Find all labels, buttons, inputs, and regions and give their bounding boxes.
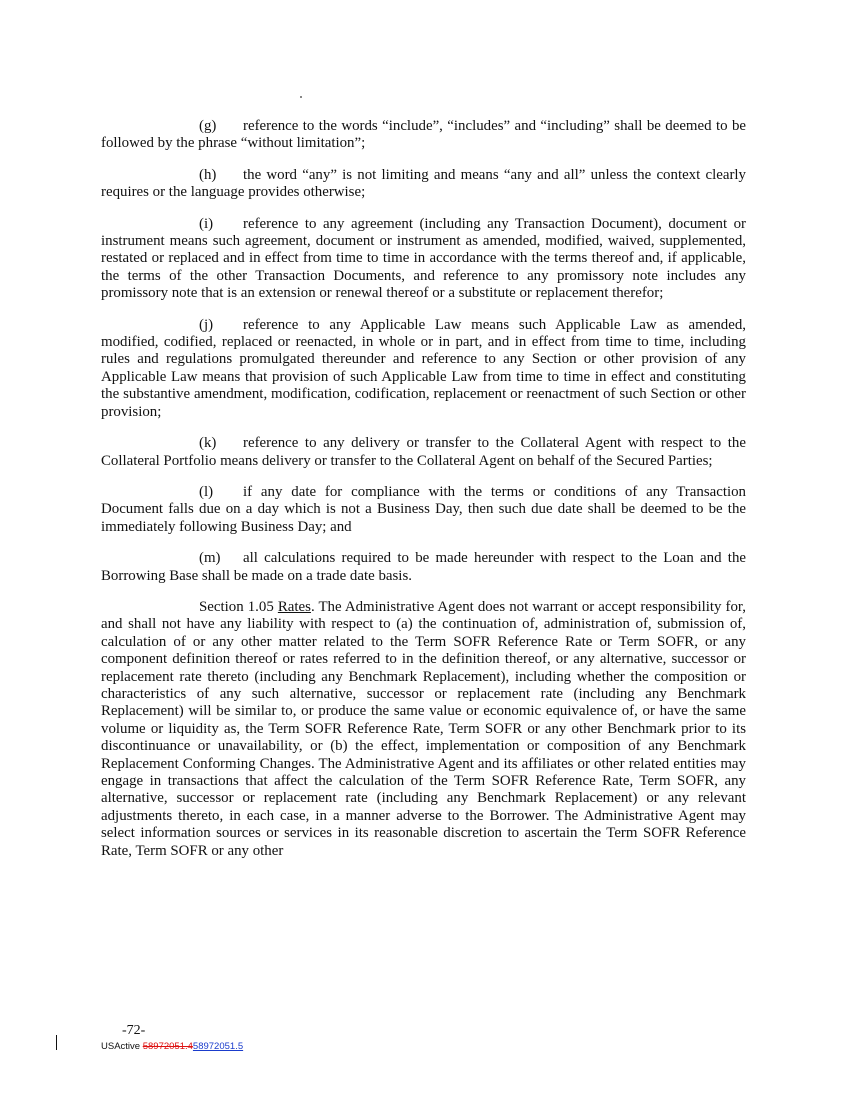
clause-m <box>101 550 746 585</box>
doc-id-prefix: USActive <box>101 1041 143 1052</box>
clause-marker: (h) <box>199 166 217 183</box>
clause-marker: (m) <box>199 550 221 567</box>
clause-text: if any date for compliance with the terms or conditions of any Transaction Document falls due on a day which is not a Business Day, then such due date shall be deemed to be the immediately following Business Day; and <box>101 483 746 535</box>
section-1-05 <box>101 599 746 860</box>
clause-marker: (i) <box>199 215 214 232</box>
document-id <box>101 1041 243 1052</box>
clause-marker: (l) <box>199 483 214 500</box>
section-number: Section 1.05 <box>199 598 274 615</box>
section-heading: Rates <box>277 598 311 615</box>
clause-marker: (j) <box>199 316 214 333</box>
clause-g <box>101 118 746 153</box>
clause-text: reference to any Applicable Law means such Applicable Law as amended, modified, codified, replaced or reenacted, in whole or in part, and in effect from time to time, including rules and regulations promulgated thereunder and reference to any Section or other provision of any Applicable Law means that provision of such Applicable Law from time to time in effect and constituting the substantive amendment, modification, codification, replacement or reenactment of such Section or other provision; <box>101 316 746 420</box>
clause-marker: (g) <box>199 118 217 134</box>
clause-h <box>101 167 746 202</box>
clause-text: all calculations required to be made hereunder with respect to the Loan and the Borrowing Base shall be made on a trade date basis. <box>101 550 746 584</box>
page-number: -72- <box>122 1023 146 1038</box>
clause-text: reference to the words “include”, “includes” and “including” shall be deemed to be followed by the phrase “without limitation”; <box>101 118 746 152</box>
section-text: . The Administrative Agent does not warrant or accept responsibility for, and shall not have any liability with respect to (a) the continuation of, administration of, submission of, calculation of or any other matter related to the Term SOFR Reference Rate or Term SOFR, or any component definition thereof or rates referred to in the definition thereof, or any alternative, successor or replacement rate thereto (including any Benchmark Replacement), including whether the composition or characteristics of any such alternative, successor or replacement rate (including any Benchmark Replacement) will be similar to, or produce the same value or economic equivalence of, or have the same volume or liquidity as, the Term SOFR Reference Rate, Term SOFR or any other Benchmark prior to its discontinuance or unavailability, or (b) the effect, implementation or composition of any Benchmark Replacement Conforming Changes. The Administrative Agent and its affiliates or other related entities may engage in transactions that affect the calculation of the Term SOFR Reference Rate, Term SOFR, any alternative, successor or replacement rate (including any Benchmark Replacement) or any relevant adjustments thereto, in each case, in a manner adverse to the Borrower. The Administrative Agent may select information sources or services in its reasonable discretion to ascertain the Term SOFR Reference Rate, Term SOFR or any other <box>101 598 746 859</box>
clause-text: reference to any delivery or transfer to the Collateral Agent with respect to the Collateral Portfolio means delivery or transfer to the Collateral Agent on behalf of the Secured Parties; <box>101 435 746 469</box>
doc-id-deleted: 58972051.4 <box>142 1041 193 1052</box>
clause-i <box>101 216 746 303</box>
revision-change-bar <box>56 1035 57 1050</box>
clause-text: the word “any” is not limiting and means “any and all” unless the context clearly requires or the language provides otherwise; <box>101 166 746 201</box>
clause-marker: (k) <box>199 435 217 452</box>
clause-j <box>101 317 746 421</box>
clause-k <box>101 435 746 470</box>
clause-text: reference to any agreement (including any Transaction Document), document or instrument means such agreement, document or instrument as amended, modified, waived, supplemented, restated or replaced and in effect from time to time in accordance with the terms thereof and, if applicable, the terms of the other Transaction Documents, and reference to any promissory note includes any promissory note that is an extension or renewal thereof or a substitute or replacement therefor; <box>101 215 746 302</box>
doc-id-inserted: 58972051.5 <box>192 1041 244 1052</box>
stray-mark <box>300 96 302 98</box>
clause-l <box>101 484 746 536</box>
document-body <box>101 118 746 874</box>
